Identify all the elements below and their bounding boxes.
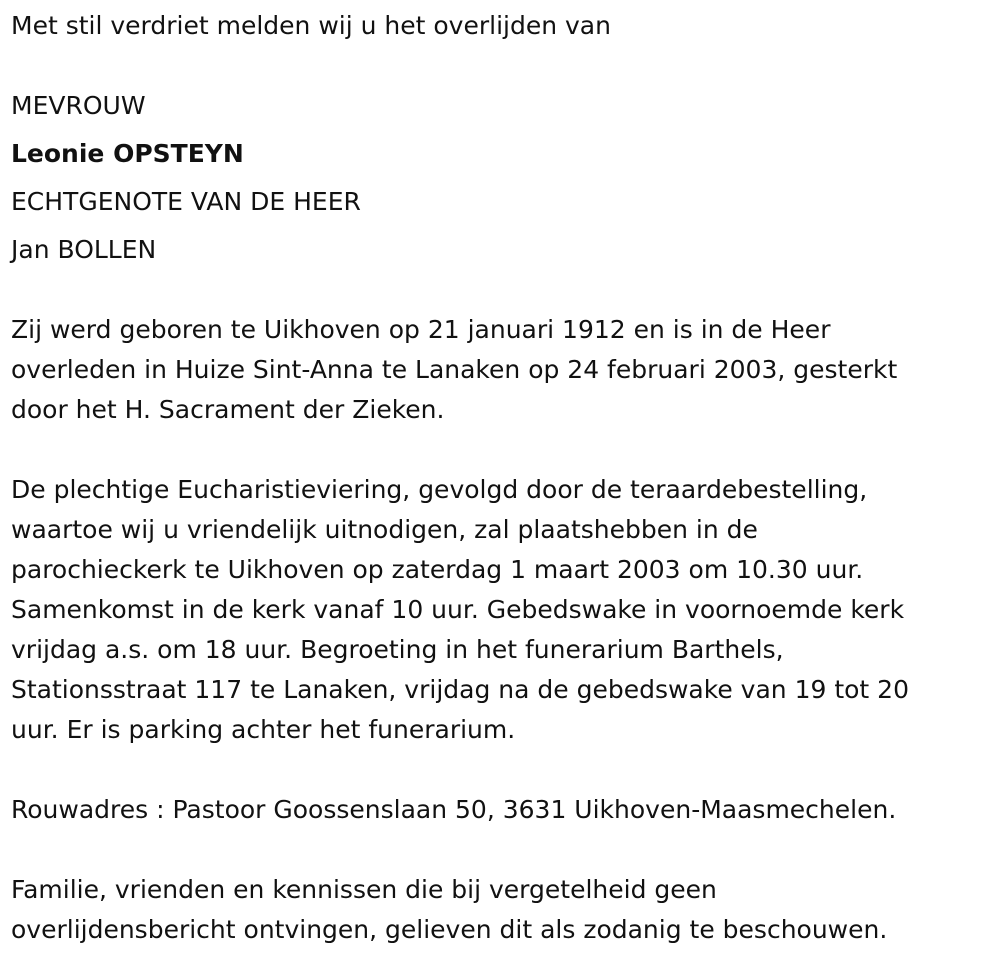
deceased-title: MEVROUW — [11, 91, 146, 120]
mourning-address: Rouwadres : Pastoor Goossenslaan 50, 3631 Uikhoven-Maasmechelen. — [11, 795, 897, 824]
ceremony-line: Samenkomst in de kerk vanaf 10 uur. Gebedswake in voornoemde kerk — [11, 595, 905, 624]
relation-text: ECHTGENOTE VAN DE HEER — [11, 187, 361, 216]
closing-line: Familie, vrienden en kennissen die bij vergetelheid geen — [11, 875, 717, 904]
ceremony-line: parochieckerk te Uikhoven op zaterdag 1 maart 2003 om 10.30 uur. — [11, 555, 864, 584]
ceremony-line: vrijdag a.s. om 18 uur. Begroeting in het funerarium Barthels, — [11, 635, 784, 664]
ceremony-line: waartoe wij u vriendelijk uitnodigen, zal plaatshebben in de — [11, 515, 758, 544]
birth-line: door het H. Sacrament der Zieken. — [11, 395, 445, 424]
ceremony-line: Stationsstraat 117 te Lanaken, vrijdag na de gebedswake van 19 tot 20 — [11, 675, 909, 704]
closing-line: overlijdensbericht ontvingen, gelieven dit als zodanig te beschouwen. — [11, 915, 888, 944]
birth-line: overleden in Huize Sint-Anna te Lanaken op 24 februari 2003, gesterkt — [11, 355, 898, 384]
ceremony-line: uur. Er is parking achter het funerarium. — [11, 715, 516, 744]
intro-text: Met stil verdriet melden wij u het overlijden van — [11, 11, 611, 40]
birth-line: Zij werd geboren te Uikhoven op 21 januari 1912 en is in de Heer — [11, 315, 831, 344]
ceremony-line: De plechtige Eucharistieviering, gevolgd door de teraardebestelling, — [11, 475, 868, 504]
spouse-name: Jan BOLLEN — [11, 235, 157, 264]
deceased-name: Leonie OPSTEYN — [11, 139, 244, 168]
